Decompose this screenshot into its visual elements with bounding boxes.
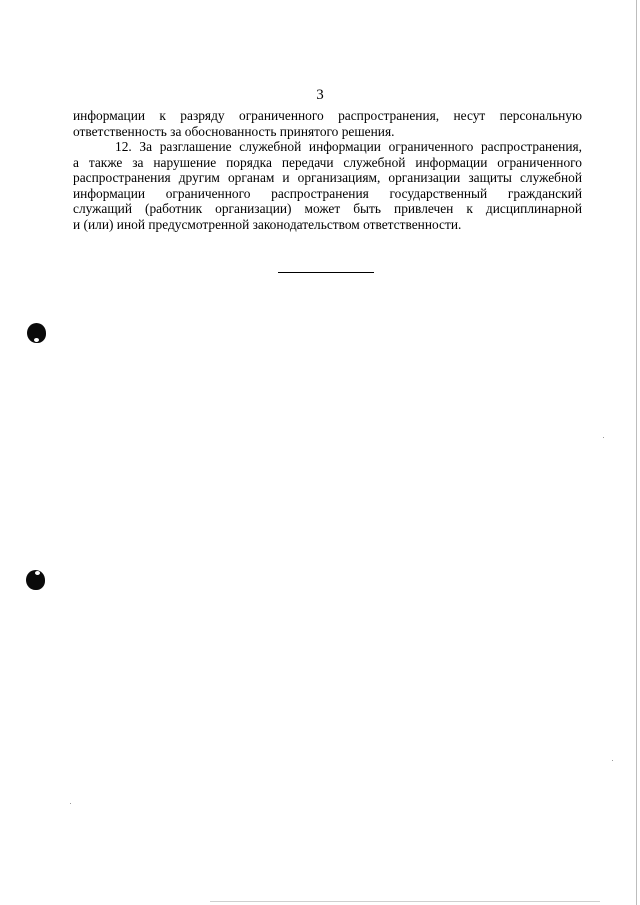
text-line: и (или) иной предусмотренной законодательством ответственности. — [73, 216, 462, 232]
punch-hole-bottom — [26, 570, 45, 590]
punch-hole-notch — [35, 571, 40, 575]
end-of-text-rule — [278, 272, 374, 273]
text-line: распространения другим органам и организациям, организации защиты служебной — [73, 170, 582, 186]
text-line: информации к разряду ограниченного распространения, несут персональную — [73, 108, 582, 123]
text-line: информации ограниченного распространения государственный гражданский — [73, 185, 582, 201]
paragraph-continuation — [73, 108, 582, 139]
scan-edge-bottom — [210, 901, 600, 902]
scan-speck — [612, 760, 613, 761]
punch-hole-notch — [34, 338, 39, 342]
page-number: 3 — [316, 87, 324, 103]
text-line: 12. За разглашение служебной информации ограниченного распространения, — [115, 139, 582, 154]
paragraph-12 — [73, 139, 582, 233]
text-line: а также за нарушение порядка передачи служебной информации ограниченного — [73, 154, 582, 170]
scan-edge-right — [636, 0, 637, 905]
text-line: служащий (работник организации) может быть привлечен к дисциплинарной — [73, 201, 582, 217]
text-line: ответственность за обоснованность принятого решения. — [73, 123, 395, 139]
scan-speck — [603, 437, 604, 438]
scan-speck — [70, 803, 71, 804]
punch-hole-top — [27, 323, 46, 343]
